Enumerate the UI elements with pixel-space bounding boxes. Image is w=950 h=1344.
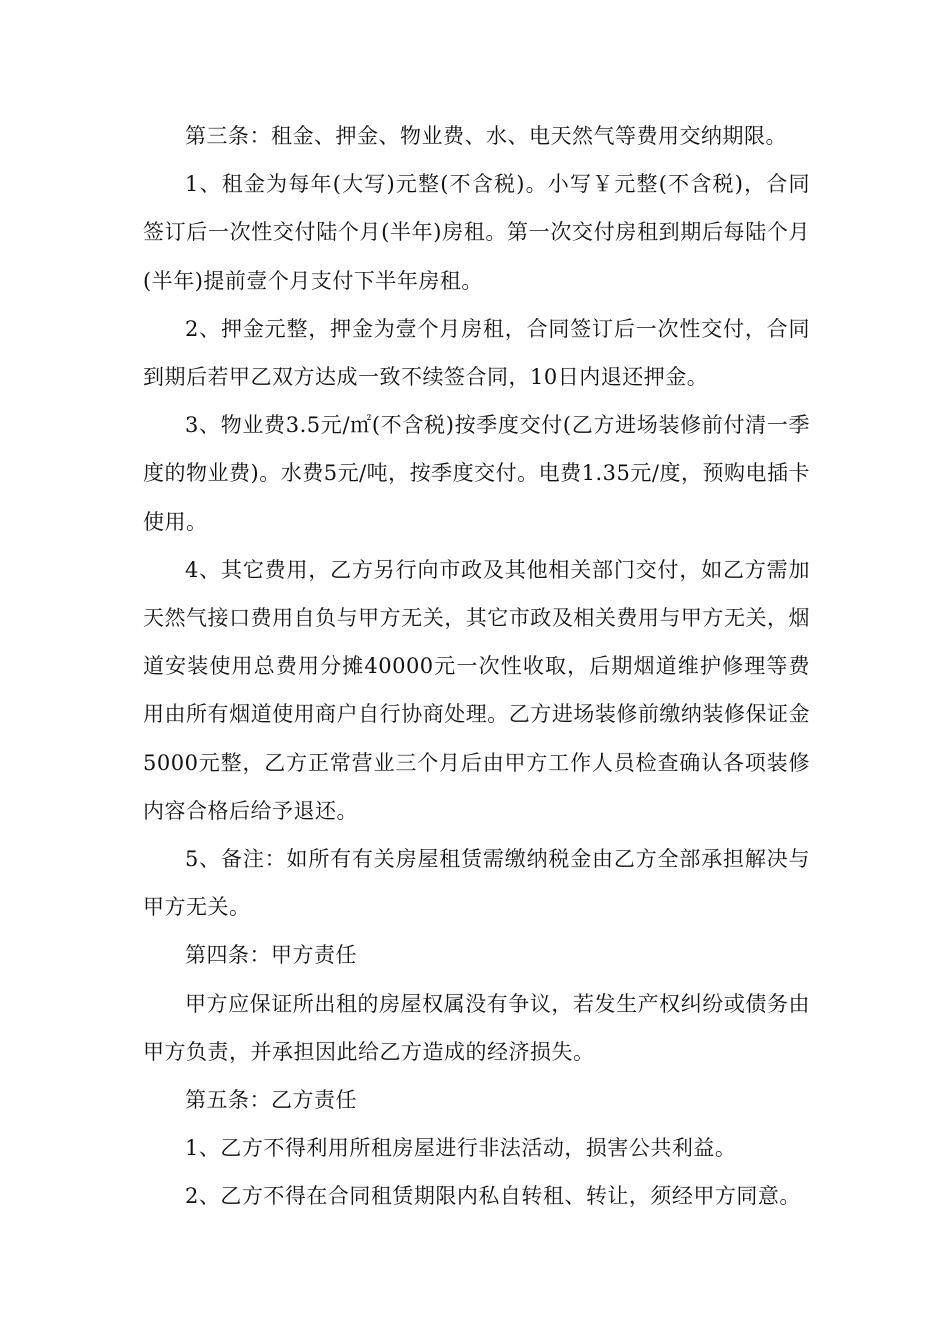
article-5-clause-1: 1、乙方不得利用所租房屋进行非法活动，损害公共利益。 — [185, 1136, 737, 1161]
article-3-clause-3-property-fee: 3、物业费3.5元/㎡(不含税)按季度交付(乙方进场装修前付清一季度的物业费)。水费5元/吨，按季度交付。电费1.35元/度，预购电插卡使用。 — [143, 413, 810, 534]
article-5-clause-2: 2、乙方不得在合同租赁期限内私自转租、转让，须经甲方同意。 — [185, 1184, 801, 1209]
article-5-heading: 第五条：乙方责任 — [185, 1088, 357, 1113]
article-4-heading: 第四条：甲方责任 — [185, 943, 357, 968]
article-3-clause-2-deposit: 2、押金元整，押金为壹个月房租，合同签订后一次性交付，合同到期后若甲乙双方达成一致不续签合同，10日内退还押金。 — [143, 316, 810, 390]
article-3-clause-1-rent: 1、租金为每年(大写)元整(不含税)。小写￥元整(不含税)，合同签订后一次性交付陆个月(半年)房租。第一次交付房租到期后每陆个月(半年)提前壹个月支付下半年房租。 — [143, 172, 810, 293]
document-page — [143, 112, 810, 1221]
article-3-clause-5-remark: 5、备注：如所有有关房屋租赁需缴纳税金由乙方全部承担解决与甲方无关。 — [143, 847, 810, 920]
article-3-clause-4-other-fees: 4、其它费用，乙方另行向市政及其他相关部门交付，如乙方需加天然气接口费用自负与甲方无关，其它市政及相关费用与甲方无关，烟道安装使用总费用分摊40000元一次性收取，后期烟道维护修理等费用由所有烟道使用商户自行协商处理。乙方进场装修前缴纳装修保证金5000元整，乙方正常营业三个月后由甲方工作人员检查确认各项装修内容合格后给予退还。 — [143, 557, 810, 823]
article-4-body: 甲方应保证所出租的房屋权属没有争议，若发生产权纠纷或债务由甲方负责，并承担因此给乙方造成的经济损失。 — [143, 991, 810, 1064]
article-3-heading: 第三条：租金、押金、物业费、水、电天然气等费用交纳期限。 — [185, 124, 787, 148]
